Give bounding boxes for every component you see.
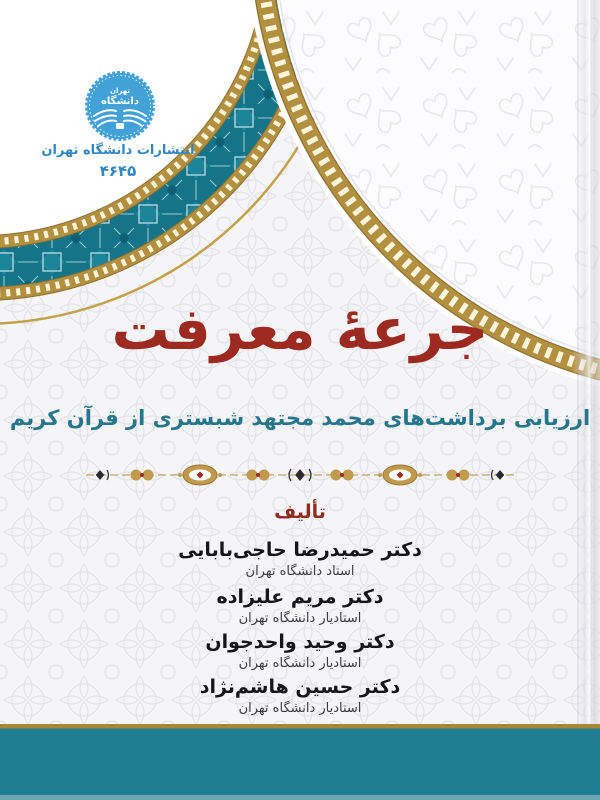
book-title: جرعهٔ معرفت — [111, 295, 489, 363]
seal-book — [116, 123, 124, 129]
teal-band — [0, 729, 600, 800]
byline-label: تألیف — [274, 501, 326, 523]
author-2-affiliation: استادیار دانشگاه تهران — [238, 611, 362, 626]
author-4-name: دکتر حسین هاشم‌نژاد — [199, 676, 401, 698]
gold-rule — [0, 724, 600, 729]
seal-text-top: تهران — [110, 87, 130, 95]
author-2-name: دکتر مریم علیزاده — [216, 586, 384, 608]
seal-text-main: دانشگاه — [101, 96, 139, 107]
floral-rule-ornament-icon — [80, 462, 520, 488]
publisher-name: انتشارات دانشگاه تهران — [41, 143, 195, 158]
university-of-tehran-seal-icon — [83, 69, 157, 143]
bottom-band — [0, 724, 600, 800]
author-1-name: دکتر حمیدرضا حاجی‌بابایی — [178, 539, 422, 561]
book-number: ۴۶۴۵ — [99, 162, 137, 180]
divider-black-motifs — [97, 469, 504, 481]
author-4-affiliation: استادیار دانشگاه تهران — [238, 701, 362, 716]
author-1-affiliation: استاد دانشگاه تهران — [245, 564, 355, 579]
book-subtitle: ارزیابی برداشت‌های محمد مجتهد شبستری از قرآن کریم — [9, 406, 591, 430]
author-3-name: دکتر وحید واحدجوان — [205, 631, 395, 653]
author-3-affiliation: استادیار دانشگاه تهران — [238, 656, 362, 671]
